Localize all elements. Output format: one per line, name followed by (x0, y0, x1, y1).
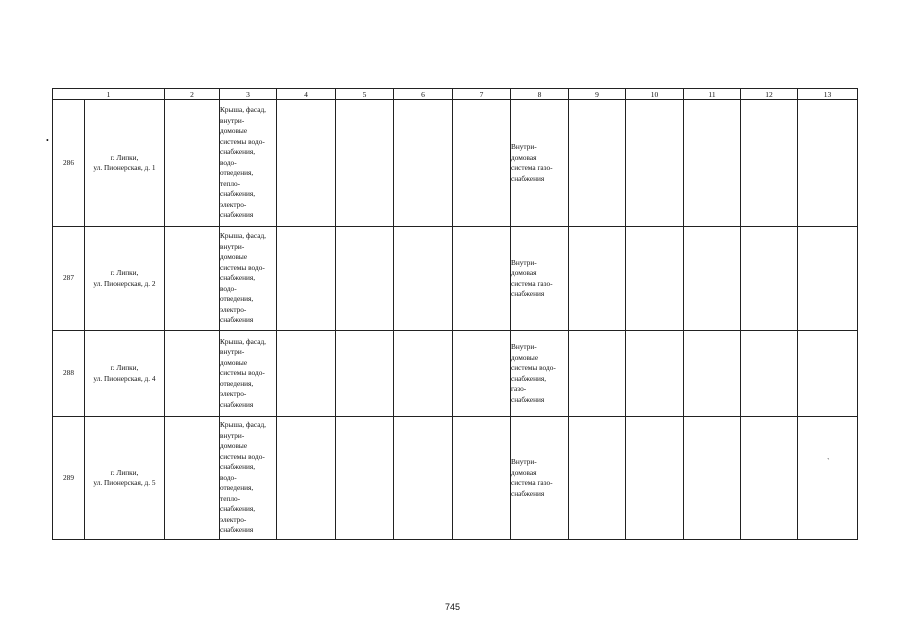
empty-cell (569, 331, 626, 417)
column-header-13: 13 (798, 89, 858, 100)
col8-works-cell-line: Внутри- (511, 257, 537, 267)
empty-cell (165, 417, 220, 540)
empty-cell (626, 417, 684, 540)
col8-works-cell-line: снабжения (511, 173, 545, 183)
col3-works-cell-line: водо- (220, 283, 237, 293)
empty-cell (569, 100, 626, 227)
col3-works-cell-line: снабжения (220, 210, 254, 220)
col8-works-cell (511, 417, 569, 540)
column-header-8: 8 (511, 89, 569, 100)
col3-works-cell-line: снабжения (220, 525, 254, 535)
address-cell (85, 331, 165, 417)
col8-works-cell-line: Внутри- (511, 142, 537, 151)
col8-works-cell-line: система газо- (511, 478, 553, 487)
empty-cell (741, 100, 798, 227)
column-header-7: 7 (453, 89, 511, 100)
col8-works-cell-line: Внутри- (511, 342, 537, 351)
col8-works-cell-line: снабжения, (511, 373, 547, 383)
empty-cell (569, 227, 626, 331)
empty-cell (277, 331, 336, 417)
address-cell-line: ул. Пионерская, д. 5 (93, 478, 156, 487)
table-row (53, 331, 858, 417)
column-header-11: 11 (684, 89, 741, 100)
address-cell (85, 227, 165, 331)
col3-works-cell-line: электро- (220, 199, 247, 209)
column-header-4: 4 (277, 89, 336, 100)
address-cell (85, 417, 165, 540)
address-cell-line: ул. Пионерская, д. 4 (93, 373, 156, 383)
col3-works-cell-line: водо- (220, 472, 237, 482)
page-number: 745 (444, 602, 461, 612)
col3-works-cell-line: отведения, (220, 294, 254, 304)
column-header-12: 12 (741, 89, 798, 100)
empty-cell (277, 417, 336, 540)
table-row (53, 100, 858, 227)
col3-works-cell-line: Крыша, фасад, (220, 105, 266, 115)
col3-works-cell-line: электро- (220, 514, 247, 524)
empty-cell (165, 100, 220, 227)
col3-works-cell-line: отведения, (220, 378, 254, 388)
empty-cell (336, 227, 394, 331)
col3-works-cell-line: отведения, (220, 483, 254, 493)
col3-works-cell-line: внутри- (220, 347, 245, 357)
empty-cell (453, 227, 511, 331)
empty-cell (394, 227, 453, 331)
empty-cell (277, 100, 336, 227)
address-cell-line: ул. Пионерская, д. 2 (93, 278, 156, 288)
col3-works-cell (220, 331, 277, 417)
col8-works-cell-line: домовая (511, 467, 537, 477)
address-cell-line: г. Липки, (110, 467, 139, 477)
column-header-10: 10 (626, 89, 684, 100)
empty-cell (453, 417, 511, 540)
col8-works-cell-line: домовая (511, 268, 537, 277)
address-cell-line: г. Липки, (110, 363, 139, 372)
col8-works-cell-line: снабжения (511, 488, 545, 498)
col3-works-cell-line: снабжения, (220, 189, 256, 199)
empty-cell (165, 331, 220, 417)
row-number: 286 (53, 100, 85, 227)
col3-works-cell-line: снабжения, (220, 462, 256, 472)
col8-works-cell-line: Внутри- (511, 457, 537, 466)
column-header-2: 2 (165, 89, 220, 100)
col8-works-cell (511, 331, 569, 417)
table-row (53, 227, 858, 331)
col8-works-cell-line: система газо- (511, 163, 553, 172)
col3-works-cell-line: домовые (220, 441, 248, 451)
scan-speck: • (46, 136, 49, 145)
col3-works-cell-line: внутри- (220, 241, 245, 251)
empty-cell (394, 331, 453, 417)
col3-works-cell-line: снабжения (220, 315, 254, 325)
empty-cell (394, 100, 453, 227)
col3-works-cell (220, 417, 277, 540)
col8-works-cell-line: системы водо- (511, 363, 556, 372)
column-header-9: 9 (569, 89, 626, 100)
col3-works-cell-line: внутри- (220, 430, 245, 440)
empty-cell (684, 227, 741, 331)
col3-works-cell-line: домовые (220, 252, 248, 262)
empty-cell (336, 331, 394, 417)
column-header-6: 6 (394, 89, 453, 100)
empty-cell (798, 417, 858, 540)
col3-works-cell-line: домовые (220, 357, 248, 367)
address-cell-line: г. Липки, (110, 268, 139, 277)
empty-cell (684, 100, 741, 227)
row-number: 288 (53, 331, 85, 417)
header-row (53, 89, 858, 100)
col3-works-cell-line: снабжения, (220, 147, 256, 157)
col8-works-cell-line: домовые (511, 352, 539, 362)
empty-cell (165, 227, 220, 331)
col3-works-cell-line: Крыша, фасад, (220, 231, 266, 241)
col3-works-cell-line: домовые (220, 126, 248, 136)
empty-cell (798, 100, 858, 227)
col8-works-cell-line: домовая (511, 152, 537, 162)
empty-cell (741, 417, 798, 540)
col3-works-cell-line: системы водо- (220, 368, 265, 378)
table-row (53, 417, 858, 540)
empty-cell (626, 227, 684, 331)
empty-cell (684, 417, 741, 540)
empty-cell (741, 227, 798, 331)
empty-cell (277, 227, 336, 331)
column-header-3: 3 (220, 89, 277, 100)
empty-cell (741, 331, 798, 417)
col3-works-cell-line: водо- (220, 157, 237, 167)
empty-cell (626, 331, 684, 417)
col3-works-cell-line: системы водо- (220, 451, 265, 461)
col3-works-cell-line: Крыша, фасад, (220, 420, 266, 430)
scan-speck: ` (827, 457, 830, 466)
column-header-5: 5 (336, 89, 394, 100)
address-cell-line: г. Липки, (110, 152, 139, 162)
empty-cell (798, 331, 858, 417)
col8-works-cell-line: снабжения (511, 289, 545, 298)
col3-works-cell-line: снабжения, (220, 504, 256, 514)
col3-works-cell-line: тепло- (220, 178, 241, 188)
col3-works-cell-line: электро- (220, 304, 247, 314)
empty-cell (453, 100, 511, 227)
col3-works-cell (220, 100, 277, 227)
col3-works-cell-line: тепло- (220, 493, 241, 503)
col8-works-cell (511, 227, 569, 331)
address-cell (85, 100, 165, 227)
column-header-1: 1 (53, 89, 165, 100)
col3-works-cell-line: снабжения, (220, 273, 256, 283)
col3-works-cell-line: электро- (220, 389, 247, 399)
empty-cell (684, 331, 741, 417)
empty-cell (394, 417, 453, 540)
empty-cell (336, 100, 394, 227)
empty-cell (569, 417, 626, 540)
row-number: 287 (53, 227, 85, 331)
col8-works-cell (511, 100, 569, 227)
empty-cell (626, 100, 684, 227)
empty-cell (798, 227, 858, 331)
col8-works-cell-line: газо- (511, 384, 527, 393)
col3-works-cell-line: Крыша, фасад, (220, 336, 266, 346)
row-number: 289 (53, 417, 85, 540)
empty-cell (453, 331, 511, 417)
col8-works-cell-line: система газо- (511, 278, 553, 288)
col3-works-cell-line: снабжения (220, 399, 254, 409)
empty-cell (336, 417, 394, 540)
col3-works-cell-line: системы водо- (220, 136, 265, 146)
address-cell-line: ул. Пионерская, д. 1 (93, 163, 156, 172)
works-table (52, 88, 858, 540)
col3-works-cell-line: внутри- (220, 115, 245, 125)
col8-works-cell-line: снабжения (511, 394, 545, 404)
col3-works-cell (220, 227, 277, 331)
col3-works-cell-line: системы водо- (220, 262, 265, 272)
col3-works-cell-line: отведения, (220, 168, 254, 178)
